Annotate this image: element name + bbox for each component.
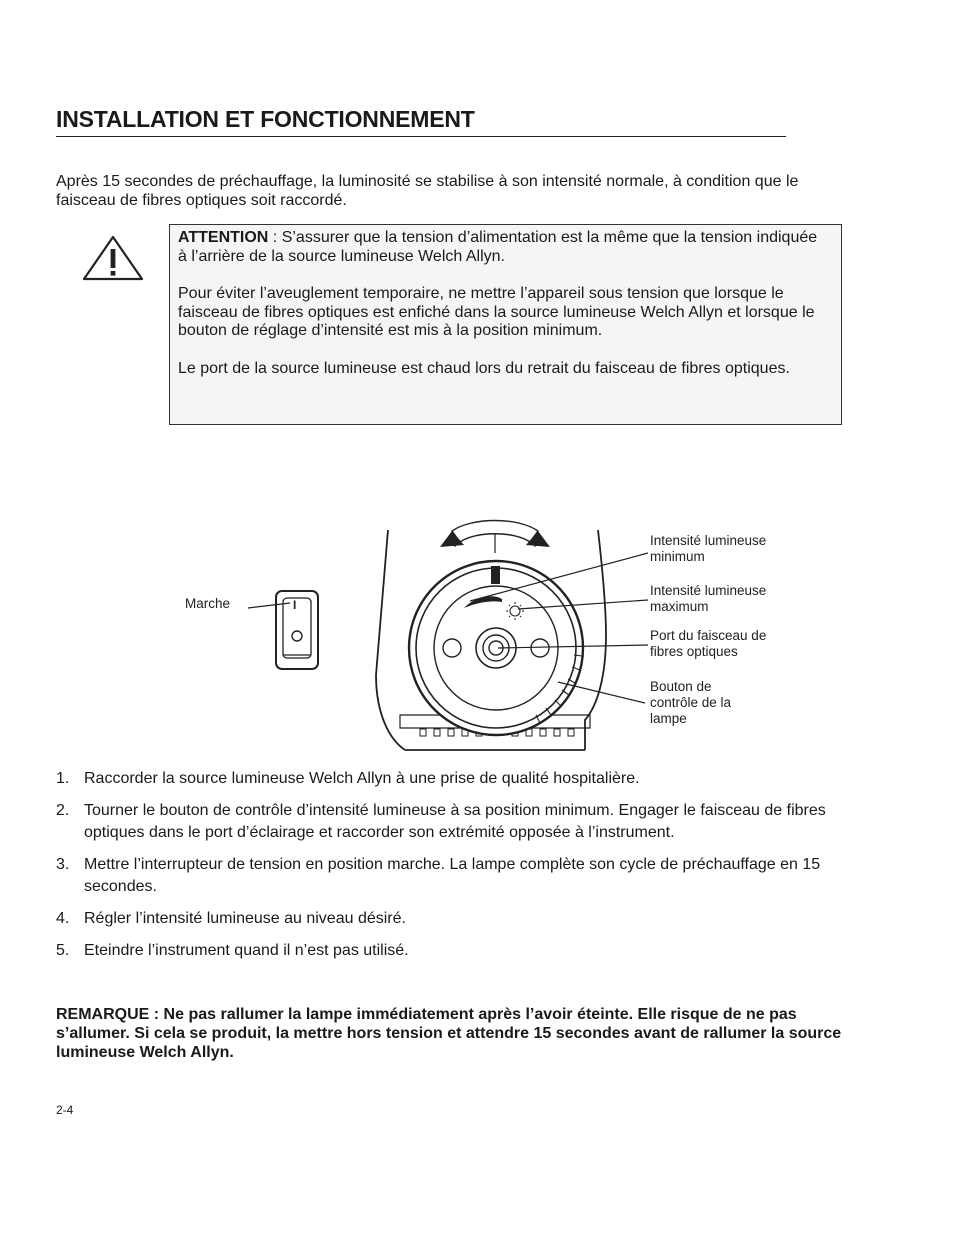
caution-triangle-icon — [82, 235, 144, 281]
step-text: Mettre l’interrupteur de tension en position marche. La lampe complète son cycle de préchauffage en 15 secondes. — [84, 856, 821, 895]
page-number: 2-4 — [56, 1103, 74, 1117]
list-item — [56, 940, 836, 962]
housing-outline — [376, 530, 405, 750]
label-marche: Marche — [185, 596, 231, 611]
list-item — [56, 768, 836, 790]
right-screw — [531, 639, 549, 657]
step-number: 4. — [56, 910, 70, 927]
label-port-line-1: Port du faisceau de — [650, 628, 767, 643]
step-number: 1. — [56, 770, 70, 787]
label-port-line-2: fibres optiques — [650, 644, 738, 659]
label-knob-line-1: Bouton de — [650, 679, 712, 694]
step-number: 5. — [56, 942, 70, 959]
label-max-line-2: maximum — [650, 599, 709, 614]
list-item — [56, 854, 836, 898]
min-indicator-bar — [491, 566, 500, 584]
attention-paragraph-1 — [178, 229, 821, 266]
label-min-line-2: minimum — [650, 549, 705, 564]
list-item — [56, 908, 836, 930]
step-text: Tourner le bouton de contrôle d’intensité lumineuse à sa position minimum. Engager le faisceau de fibres optiques dans le port d’éclairage et raccorder son extrémité opposée à l’instrument. — [84, 802, 826, 841]
intro-paragraph: Après 15 secondes de préchauffage, la luminosité se stabilise à son intensité normale, à condition que le faisceau de fibres optiques soit raccordé. — [56, 173, 799, 209]
step-text: Raccorder la source lumineuse Welch Allyn à une prise de qualité hospitalière. — [84, 770, 640, 787]
attention-text-1: : S’assurer que la tension d’alimentation est la même que la tension indiquée à l’arrière de la source lumineuse Welch Allyn. — [178, 229, 818, 265]
attention-paragraph-2: Pour éviter l’aveuglement temporaire, ne mettre l’appareil sous tension que lorsque le faisceau de fibres optiques est enfiché dans la source lumineuse Welch Allyn et lorsque le bouton de réglage d’intensité est mis à la position minimum. — [178, 285, 815, 339]
label-max-line-1: Intensité lumineuse — [650, 583, 767, 598]
list-item — [56, 800, 836, 844]
step-number: 2. — [56, 802, 70, 819]
light-source-diagram — [180, 505, 820, 755]
attention-box — [169, 224, 842, 425]
label-min-line-1: Intensité lumineuse — [650, 533, 767, 548]
step-text: Régler l’intensité lumineuse au niveau désiré. — [84, 910, 406, 927]
step-text: Eteindre l’instrument quand il n’est pas utilisé. — [84, 942, 409, 959]
step-number: 3. — [56, 856, 70, 873]
label-knob-line-2: contrôle de la — [650, 695, 732, 710]
title-rule — [56, 136, 786, 137]
label-knob-line-3: lampe — [650, 711, 687, 726]
attention-label: ATTENTION — [178, 229, 269, 246]
switch-on-symbol: I — [293, 598, 297, 612]
housing-outline-right — [585, 530, 606, 750]
power-switch — [276, 591, 318, 669]
steps-list — [56, 768, 836, 972]
page-title: INSTALLATION ET FONCTIONNEMENT — [56, 106, 475, 132]
attention-paragraph-3: Le port de la source lumineuse est chaud lors du retrait du faisceau de fibres optiques. — [178, 359, 790, 377]
remark-note: REMARQUE : Ne pas rallumer la lampe immédiatement après l’avoir éteinte. Elle risque de ne pas s’allumer. Si cela se produit, la mettre hors tension et attendre 15 secondes avant de rallumer la source lumineuse Welch Allyn. — [56, 1006, 842, 1061]
left-screw — [443, 639, 461, 657]
